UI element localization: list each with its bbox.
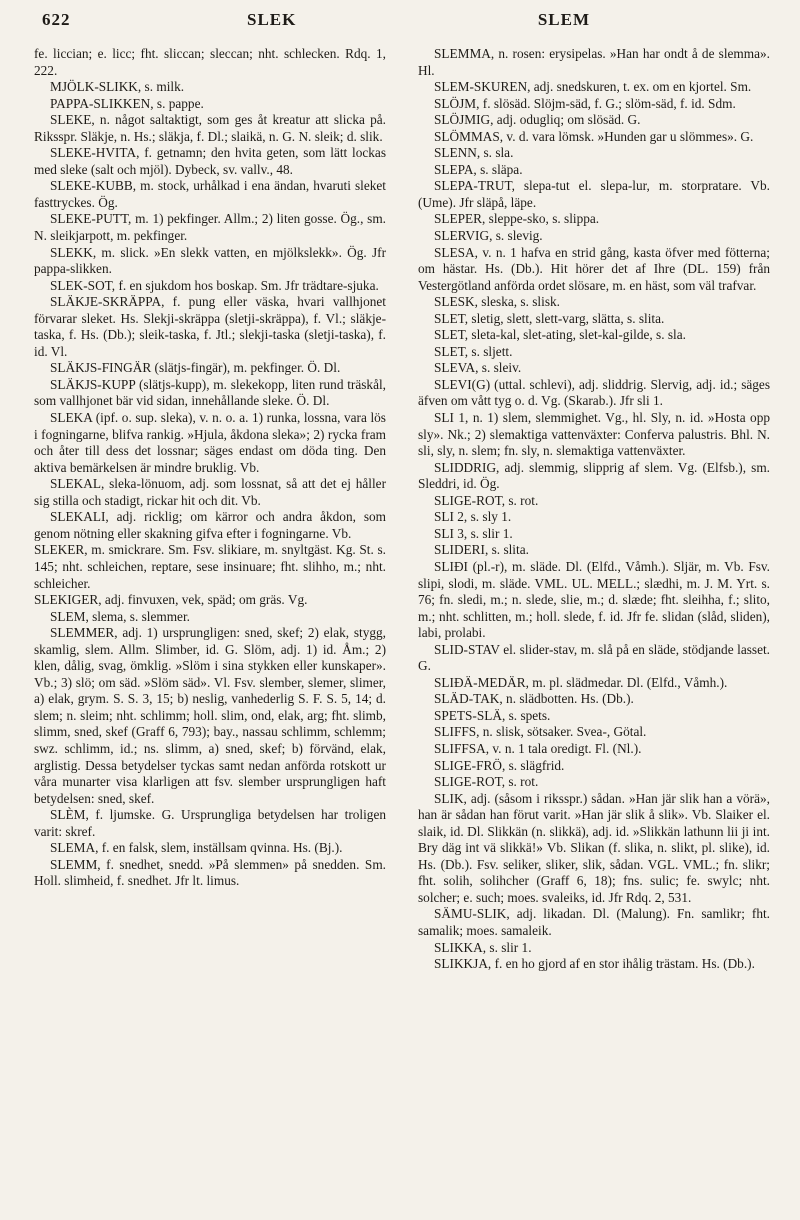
dictionary-entry: SLIÐÄ-MEDÄR, m. pl. slädmedar. Dl. (Elfd., Våmh.).: [434, 674, 728, 690]
dictionary-entry: SLEKIGER, adj. finvuxen, vek, späd; om gräs. Vg.: [34, 592, 308, 608]
dictionary-entry: SLEKE-KUBB, m. stock, urhålkad i ena ändan, hvaruti sleket fasttryckes. Ög.: [34, 178, 386, 210]
dictionary-entry: SLEMMA, n. rosen: erysipelas. »Han har ondt å de slemma». Hl.: [418, 46, 770, 78]
dictionary-entry: SLEKALI, adj. ricklig; om kärror och andra åkdon, som genom nötning eller skakning gifva efter i fogningarne. Vb.: [34, 509, 386, 541]
dictionary-entry: SLIFFS, n. slisk, sötsaker. Svea-, Götal.: [434, 724, 647, 740]
dictionary-entry: SLET, sletig, slett, slett-varg, slätta, s. slita.: [434, 310, 665, 326]
dictionary-entry: SLIGE-FRÖ, s. slägfrid.: [434, 757, 565, 773]
dictionary-entry: SLENN, s. sla.: [434, 145, 514, 161]
dictionary-entry: SLEMA, f. en falsk, slem, inställsam qvinna. Hs. (Bj.).: [50, 840, 343, 856]
dictionary-entry: SLIKKA, s. slir 1.: [434, 939, 532, 955]
dictionary-entry: SLEPER, sleppe-sko, s. slippa.: [434, 211, 600, 227]
dictionary-entry: SLEMMER, adj. 1) ursprungligen: sned, skef; 2) elak, stygg, skamlig, slem. Allm. Slimber, id. G. Slöm, adj. 1) id. Åm.; 2) klen, dålig, svag, ömklig. »Slöm i sina stykken eller kunskaper». Vb.; 3) slö; om säd. »Slöm säd». Vl. Fsv. slember, slemer, slimer, a) elak, grym. S. S. 3, 15; b) neslig, vanhederlig S. F. S. 5, 14; d. slem; n. sleim; nht. schlimm; holl. slim, ond, elak, arg; fht. slimb, slimm, sned, skef (Graff 6, 793); bay., nassau schlimm, schlemm; swz. schlimm, id.; ns. slimm, a) sned, skef; b) förvänd, elak, arglistig. Dessa betydelser tyckas samt nedan anförda rotskott ur våra munarter visa klarligen att fsv. slember ursprungligen haft betydelsen: sned, skef.: [34, 625, 386, 806]
dictionary-entry: fe. liccian; e. licc; fht. sliccan; sleccan; nht. schlecken. Rdq. 1, 222.: [34, 46, 386, 78]
dictionary-entry: SLIÐI (pl.-r), m. släde. Dl. (Elfd., Våmh.). Sljär, m. Vb. Fsv. slipi, slodi, m. släde. VML. UL. MELL.; slædhi, m. J. M. Yrt. s. 76; fn. sledi, m.; n. slede, slie, m.; d. slæde; fht. sleihha, f.; slito, m.; nht. schlitten, m.; holl. slede, f. id. Jfr fe. slidan (slåd, sliden), labi, prolabi.: [418, 558, 770, 641]
dictionary-entry: SLESA, v. n. 1 hafva en strid gång, kasta öfver med fötterna; om hästar. Hs. (Db.). Hit hörer det af Ihre (DL. 159) från Vestergötland anförda ordet slösare, m. en häst, som väl trafvar.: [418, 244, 770, 293]
dictionary-entry: SLÖMMAS, v. d. vara lömsk. »Hunden gar u slömmes». G.: [434, 128, 754, 144]
dictionary-entry: SLEKAL, sleka-lönuom, adj. som lossnat, så att det ej håller sig stilla och stadigt, rickar hit och dit. Vb.: [34, 476, 386, 508]
left-column: [34, 46, 386, 890]
dictionary-entry: SLEKA (ipf. o. sup. sleka), v. n. o. a. 1) runka, lossna, vara lös i fogningarne, blifva rankig. »Hjula, åkdona sleka»; 2) rycka fram och åter till dess det lossnar; säges endast om döda ting. Den aktiva bemärkelsen är mindre bruklig. Vb.: [34, 410, 386, 475]
running-header: [42, 10, 760, 38]
dictionary-entry: SLEKE, n. något saltaktigt, som ges åt kreatur att slicka på. Riksspr. Släkje, n. Hs.; släkja, f. Dl.; slaikä, n. G. N. sleik; d. slik.: [34, 112, 386, 144]
dictionary-entry: SLIKKJA, f. en ho gjord af en stor ihålig trästam. Hs. (Db.).: [434, 956, 755, 972]
dictionary-entry: SLI 2, s. sly 1.: [434, 509, 512, 525]
dictionary-entry: SLIDDRIG, adj. slemmig, slipprig af slem. Vg. (Elfsb.), sm. Sleddri, id. Ög.: [418, 459, 770, 492]
dictionary-entry: SLEVA, s. sleiv.: [434, 360, 522, 376]
dictionary-entry: SLEK-SOT, f. en sjukdom hos boskap. Sm. Jfr trädtare-sjuka.: [50, 277, 379, 293]
dictionary-entry: SPETS-SLÄ, s. spets.: [434, 707, 551, 723]
dictionary-entry: SLEKK, m. slick. »En slekk vatten, en mjölkslekk». Ög. Jfr pappa-slikken.: [34, 244, 386, 277]
dictionary-entry: SLIDERI, s. slita.: [434, 542, 529, 558]
dictionary-entry: SLET, s. sljett.: [434, 343, 513, 359]
dictionary-entry: SLEM-SKUREN, adj. snedskuren, t. ex. om en kjortel. Sm.: [434, 79, 752, 95]
dictionary-entry: SLEKER, m. smickrare. Sm. Fsv. slikiare, m. snyltgäst. Kg. St. s. 145; nht. schleichen, reptare, sese insinuare; fht. slihho, m.; nht. schleicher.: [34, 542, 386, 591]
dictionary-entry: SLI 1, n. 1) slem, slemmighet. Vg., hl. Sly, n. id. »Hosta opp sly». Nk.; 2) slemaktiga vattenväxter: Conferva palustris. Bhl. N. sli, sly, n. slem; fn. sly, n. slemaktiga vattenväxter.: [418, 410, 770, 459]
dictionary-entry: SLÖJM, f. slösäd. Slöjm-säd, f. G.; slöm-säd, f. id. Sdm.: [434, 95, 736, 111]
dictionary-entry: SLIGE-ROT, s. rot.: [434, 774, 539, 790]
right-headword: SLEM: [537, 10, 590, 29]
dictionary-entry: SLEVI(G) (uttal. schlevi), adj. sliddrig. Slervig, adj. id.; säges äfven om vått tyg o. d. Vg. (Skarab.). Jfr sli 1.: [418, 376, 770, 409]
dictionary-entry: SLÖJMIG, adj. odugliq; om slösäd. G.: [434, 112, 641, 128]
dictionary-entry: SLEM, slema, s. slemmer.: [50, 608, 190, 624]
dictionary-entry: SLÈM, f. ljumske. G. Ursprungliga betydelsen har troligen varit: skref.: [34, 807, 386, 839]
dictionary-entry: SLÄKJS-FINGÄR (slätjs-fingär), m. pekfinger. Ö. Dl.: [50, 360, 341, 376]
dictionary-entry: SLEKE-PUTT, m. 1) pekfinger. Allm.; 2) liten gosse. Ög., sm. N. sleikjarpott, m. pekfinger.: [34, 211, 386, 244]
dictionary-entry: SLÄKJE-SKRÄPPA, f. pung eller väska, hvari vallhjonet förvarar sleket. Hs. Slekji-skräppa (sletji-skräppa), f. Vl.; släkje-taska, f. Hs. (Db.); sleik-taska, f. Jtl.; slekji-taska (sletji-taska), f. id. Vl.: [34, 294, 386, 359]
dictionary-entry: SLEKE-HVITA, f. getnamn; den hvita geten, som lätt lockas med sleke (salt och mjöl). Dybeck, sv. vallv., 48.: [34, 145, 386, 177]
page-number: 622: [42, 10, 71, 29]
dictionary-entry: SLEMM, f. snedhet, snedd. »På slemmen» på snedden. Sm. Holl. slimheid, f. snedhet. Jfr lt. limus.: [34, 856, 386, 889]
dictionary-entry: SLÄD-TAK, n. slädbotten. Hs. (Db.).: [434, 691, 634, 707]
dictionary-entry: SLERVIG, s. slevig.: [434, 228, 543, 244]
dictionary-entry: SLIK, adj. (såsom i riksspr.) sådan. »Han jär slik han a vörä», han är sådan han förut varit. »Han jär slik å slik». Vb. Slaiker el. slaik, id. Dl. Slikkän (n. slikkä), adj. id. »Slikkän lathunn lii ji int. Bry däg int vä slikkä!» Vb. Slikan (f. slika, n. slikt, pl. slike), id. Hs. (Db.). Fsv. seliker, sliker, slik, sådan. VGL. VML.; fn. slikr; fht. solih, solihcher (Graff 6, 18); fns. sulic; fe. swylc; nht. solcher; e. such; moes. svaleiks, id. Jfr Rdq. 2, 531.: [418, 790, 770, 905]
dictionary-entry: SLÄKJS-KUPP (slätjs-kupp), m. slekekopp, liten rund träskål, som vallhjonet bär vid sidan, innehållande sleke. Ö. Dl.: [34, 376, 386, 409]
left-headword: SLEK: [247, 10, 297, 29]
dictionary-entry: SLEPA-TRUT, slepa-tut el. slepa-lur, m. storpratare. Vb. (Ume). Jfr släpå, läpe.: [418, 178, 770, 210]
dictionary-entry: MJÖLK-SLIKK, s. milk.: [50, 79, 185, 95]
right-column: [418, 46, 770, 973]
dictionary-entry: SLET, sleta-kal, slet-ating, slet-kal-gilde, s. sla.: [434, 327, 686, 343]
dictionary-entry: SLEPA, s. släpa.: [434, 161, 523, 177]
dictionary-entry: SLIFFSA, v. n. 1 tala oredigt. Fl. (Nl.).: [434, 740, 642, 756]
dictionary-entry: SLIGE-ROT, s. rot.: [434, 492, 539, 508]
dictionary-entry: SLID-STAV el. slider-stav, m. slå på en släde, stödjande lasset. G.: [418, 641, 770, 674]
dictionary-entry: SLESK, sleska, s. slisk.: [434, 294, 560, 310]
dictionary-entry: PAPPA-SLIKKEN, s. pappe.: [50, 95, 204, 111]
dictionary-entry: SÄMU-SLIK, adj. likadan. Dl. (Malung). Fn. samlikr; fht. samalik; moes. samaleik.: [418, 906, 770, 938]
dictionary-entry: SLI 3, s. slir 1.: [434, 525, 513, 541]
